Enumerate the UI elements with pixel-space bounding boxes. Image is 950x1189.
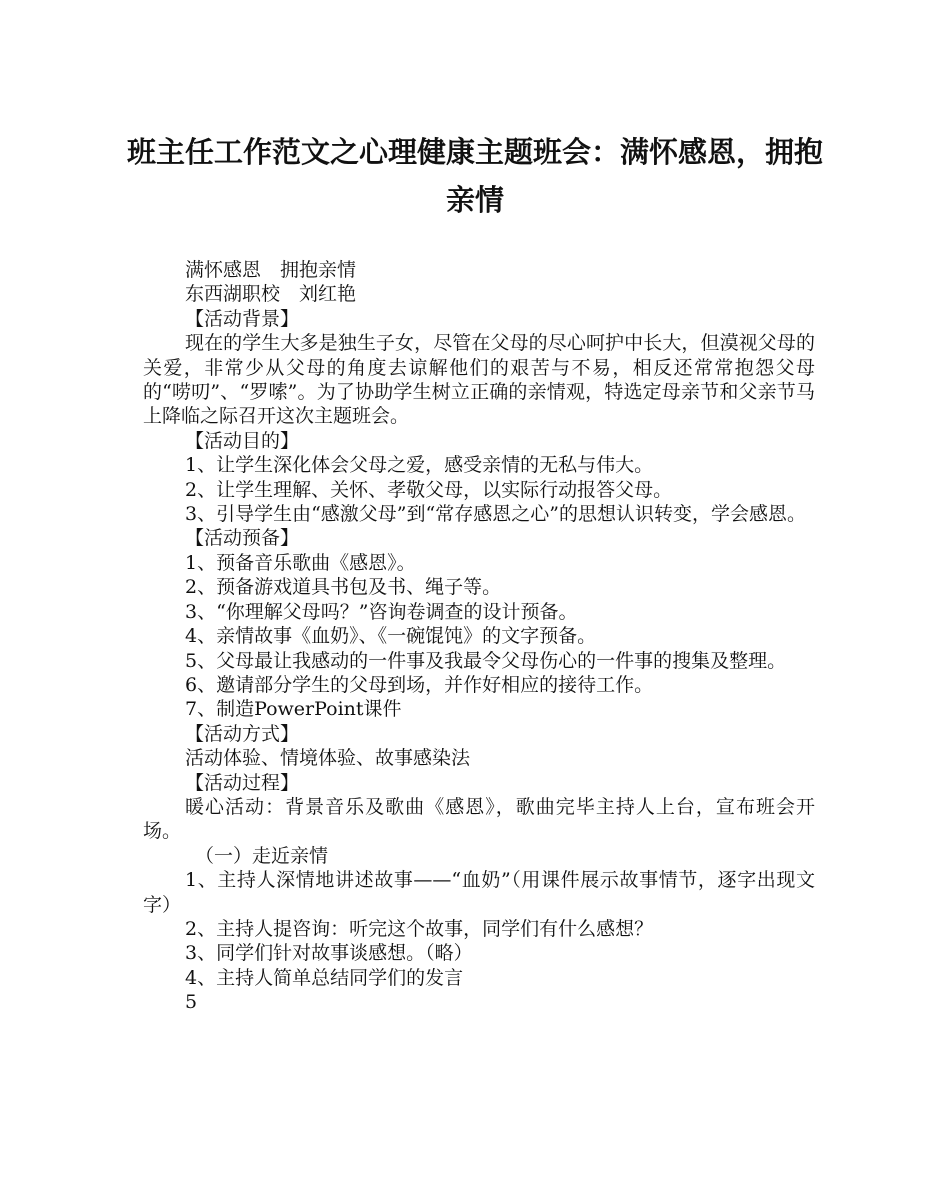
preparation-item-7: 7、制造PowerPoint课件 [185,698,402,721]
process-step-2: 2、主持人提咨询：听完这个故事，同学们有什么感想？ [185,917,654,940]
preparation-item-1: 1、预备音乐歌曲《感恩》。 [185,551,416,574]
section-heading-background: 【活动背景】 [185,307,300,330]
process-step-3: 3、同学们针对故事谈感想。（略） [185,942,473,965]
section-heading-goals: 【活动目的】 [185,429,300,452]
preparation-item-2: 2、预备游戏道具书包及书、绳子等。 [185,576,502,599]
subsection-heading-1: （一）走近亲情 [195,844,329,867]
section-heading-process: 【活动过程】 [185,771,300,794]
preparation-item-6: 6、邀请部分学生的父母到场，并作好相应的接待工作。 [185,673,654,696]
goal-item-1: 1、让学生深化体会父母之爱，感受亲情的无私与伟大。 [185,454,654,477]
preparation-item-3: 3、“你理解父母吗？”咨询卷调查的设计预备。 [185,600,578,623]
author-line: 东西湖职校 刘红艳 [185,283,357,306]
method-paragraph: 活动体验、情境体验、故事感染法 [185,747,471,770]
preparation-item-5: 5、父母最让我感动的一件事及我最令父母伤心的一件事的搜集及整理。 [185,649,787,672]
document-title: 班主任工作范文之心理健康主题班会：满怀感恩，拥抱亲情 [126,135,823,217]
background-paragraph: 现在的学生大多是独生子女，尽管在父母的尽心呵护中长大，但漠视父母的关爱，非常少从父母的角度去谅解他们的艰苦与不易，相反还常常抱怨父母的“唠叨”、“罗嗦”。为了协助学生树立正确的亲情观，特选定母亲节和父亲节马上降临之际召开这次主题班会。 [143,332,815,428]
process-step-5: 5 [185,991,198,1014]
preparation-item-4: 4、亲情故事《血奶》、《一碗馄饨》的文字预备。 [185,625,597,648]
goal-item-2: 2、让学生理解、关怀、孝敬父母，以实际行动报答父母。 [185,478,673,501]
section-heading-preparation: 【活动预备】 [185,527,300,550]
document-body [143,258,815,1015]
warmup-paragraph: 暖心活动：背景音乐及歌曲《感恩》，歌曲完毕主持人上台，宣布班会开场。 [143,795,815,843]
section-heading-method: 【活动方式】 [185,722,300,745]
goal-item-3: 3、引导学生由“感激父母”到“常存感恩之心”的思想认识转变，学会感恩。 [185,503,806,526]
process-step-1: 1、主持人深情地讲述故事——“血奶”（用课件展示故事情节，逐字出现文字） [143,869,815,916]
process-step-4: 4、主持人简单总结同学们的发言 [185,966,464,989]
subtitle-theme: 满怀感恩 拥抱亲情 [185,259,357,281]
